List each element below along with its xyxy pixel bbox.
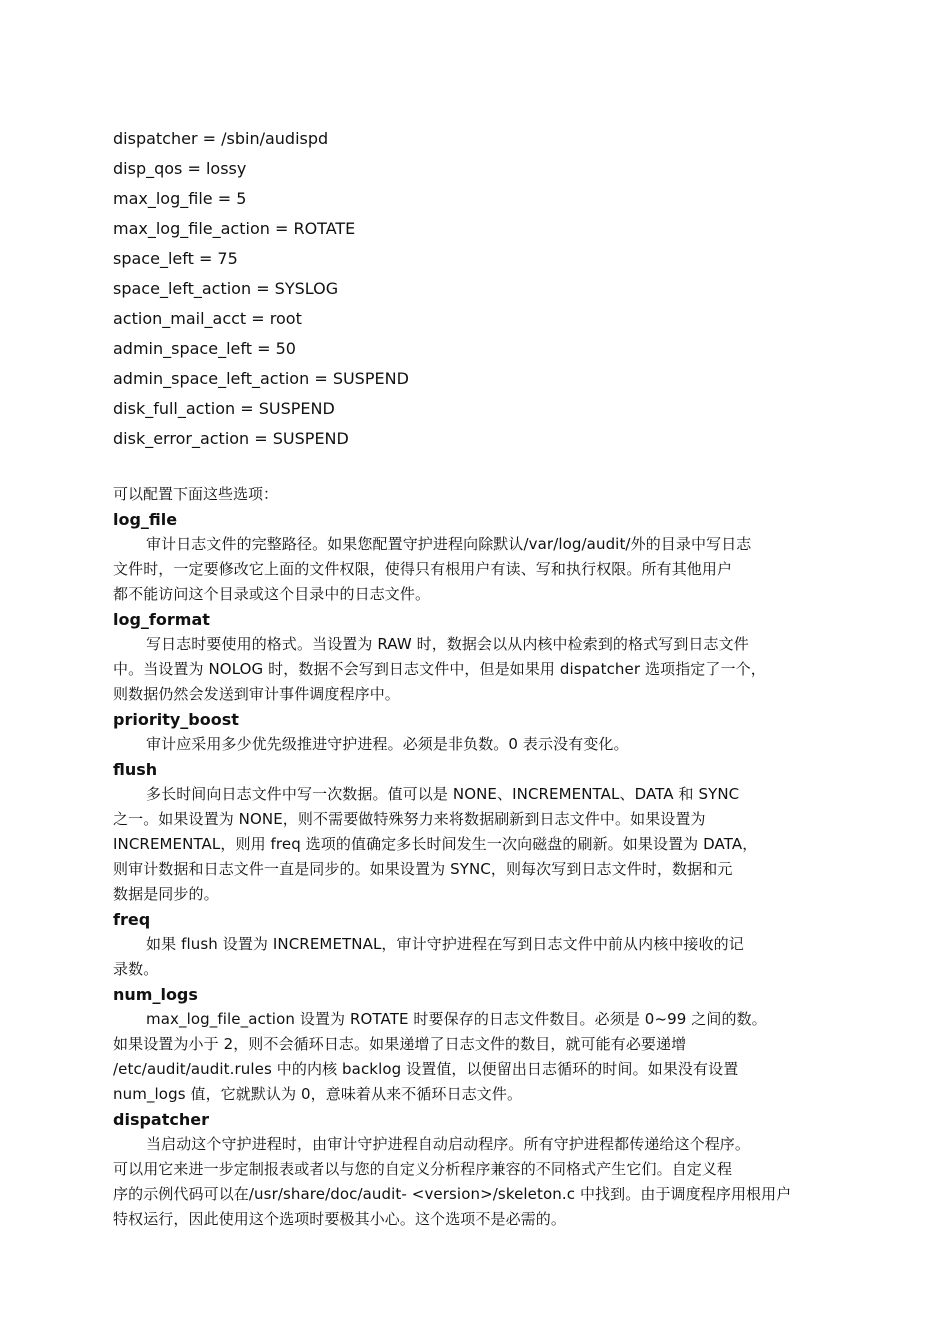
config-line: action_mail_acct = root <box>113 309 302 328</box>
desc-line: INCREMENTAL，则用 freq 选项的值确定多长时间发生一次向磁盘的刷新。如果设置为 DATA， <box>113 835 758 853</box>
option-desc-num-logs <box>113 1007 813 1107</box>
desc-line: 则数据仍然会发送到审计事件调度程序中。 <box>113 685 400 703</box>
desc-line: 特权运行，因此使用这个选项时要极其小心。这个选项不是必需的。 <box>113 1210 567 1228</box>
option-name-flush: flush <box>113 760 158 779</box>
option-name-log-format: log_format <box>113 610 210 629</box>
option-name-dispatcher: dispatcher <box>113 1110 209 1129</box>
desc-line: 则审计数据和日志文件一直是同步的。如果设置为 SYNC，则每次写到日志文件时，数据和元 <box>113 860 733 878</box>
config-line: admin_space_left_action = SUSPEND <box>113 369 409 388</box>
desc-line: 序的示例代码可以在/usr/share/doc/audit- <version>/skeleton.c 中找到。由于调度程序用根用户 <box>113 1185 792 1203</box>
desc-line: num_logs 值，它就默认为 0，意味着从来不循环日志文件。 <box>113 1085 523 1103</box>
option-desc-log-file <box>113 532 813 607</box>
desc-line: 可以用它来进一步定制报表或者以与您的自定义分析程序兼容的不同格式产生它们。自定义程 <box>113 1160 733 1178</box>
option-name-freq: freq <box>113 910 151 929</box>
option-name-log-file: log_file <box>113 510 178 529</box>
desc-line: 如果设置为小于 2，则不会循环日志。如果递增了日志文件的数目，就可能有必要递增 <box>113 1035 687 1053</box>
config-line: max_log_file = 5 <box>113 189 247 208</box>
options-section <box>113 482 813 1232</box>
config-line: space_left = 75 <box>113 249 238 268</box>
config-line: max_log_file_action = ROTATE <box>113 219 356 238</box>
option-name-num-logs: num_logs <box>113 985 198 1004</box>
desc-line: 中。当设置为 NOLOG 时，数据不会写到日志文件中，但是如果用 dispatcher 选项指定了一个， <box>113 660 766 678</box>
option-name-priority-boost: priority_boost <box>113 710 239 729</box>
option-desc-priority-boost <box>113 732 813 757</box>
config-line: dispatcher = /sbin/audispd <box>113 129 329 148</box>
config-line: admin_space_left = 50 <box>113 339 296 358</box>
option-desc-dispatcher <box>113 1132 813 1232</box>
option-desc-freq <box>113 932 813 982</box>
config-line: disk_error_action = SUSPEND <box>113 429 349 448</box>
options-intro: 可以配置下面这些选项： <box>113 485 279 503</box>
desc-line: 数据是同步的。 <box>113 885 219 903</box>
option-desc-flush <box>113 782 813 907</box>
config-line: space_left_action = SYSLOG <box>113 279 339 298</box>
desc-line: max_log_file_action 设置为 ROTATE 时要保存的日志文件数目。必须是 0~99 之间的数。 <box>146 1010 767 1028</box>
option-desc-log-format <box>113 632 813 707</box>
config-line: disp_qos = lossy <box>113 159 247 178</box>
desc-line: 都不能访问这个目录或这个目录中的日志文件。 <box>113 585 431 603</box>
desc-line: 审计日志文件的完整路径。如果您配置守护进程向除默认/var/log/audit/外的目录中写日志 <box>146 535 752 553</box>
config-line: disk_full_action = SUSPEND <box>113 399 335 418</box>
desc-line: 文件时，一定要修改它上面的文件权限，使得只有根用户有读、写和执行权限。所有其他用户 <box>113 560 733 578</box>
config-listing <box>113 124 813 454</box>
desc-line: 多长时间向日志文件中写一次数据。值可以是 NONE、INCREMENTAL、DATA 和 SYNC <box>146 785 740 803</box>
desc-line: 之一。如果设置为 NONE，则不需要做特殊努力来将数据刷新到日志文件中。如果设置为 <box>113 810 706 828</box>
desc-line: 写日志时要使用的格式。当设置为 RAW 时，数据会以从内核中检索到的格式写到日志文件 <box>146 635 749 653</box>
desc-line: 录数。 <box>113 960 159 978</box>
desc-line: /etc/audit/audit.rules 中的内核 backlog 设置值，以便留出日志循环的时间。如果没有设置 <box>113 1060 739 1078</box>
desc-line: 如果 flush 设置为 INCREMETNAL，审计守护进程在写到日志文件中前从内核中接收的记 <box>146 935 744 953</box>
desc-line: 当启动这个守护进程时，由审计守护进程自动启动程序。所有守护进程都传递给这个程序。 <box>146 1135 751 1153</box>
desc-line: 审计应采用多少优先级推进守护进程。必须是非负数。0 表示没有变化。 <box>146 735 629 753</box>
